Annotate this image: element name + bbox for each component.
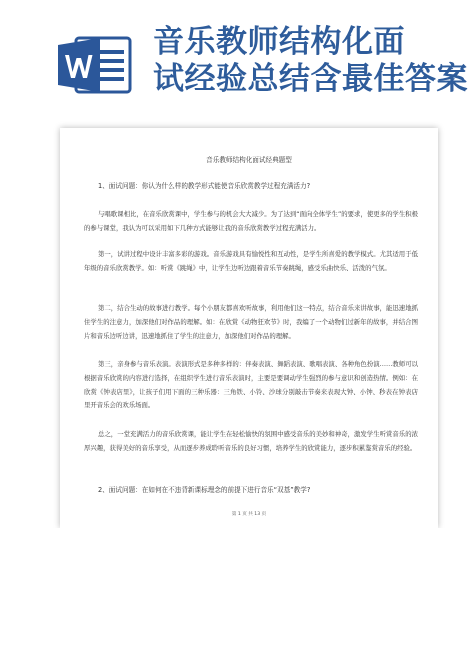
- document-page: [60, 128, 438, 528]
- page-number: 第 1 页 共 13 页: [231, 512, 267, 517]
- paragraph-summary: 总之，一堂充满活力的音乐欣赏课，能让学生在轻松愉快的氛围中感受音乐的美妙和神奇，激发学生听赏音乐的浓厚兴趣，获得美好的音乐享受，从而逐步养成聆听音乐的良好习惯，培养学生的欣赏能力，逐步积累鉴赏音乐的经验。: [84, 430, 418, 452]
- document-title: 音乐教师结构化面试经典题型: [206, 156, 292, 164]
- question-heading-2: 2、面试问题：在如何在不违背新课标理念的前提下进行音乐“双基”教学?: [98, 486, 311, 494]
- paragraph-point-3: 第三，亲身参与音乐表演。表演形式是多种多样的：伴奏表演、舞蹈表演、歌唱表演、各种角色扮演……教师可以根据音乐欣赏的内容进行选择，在组织学生进行音乐表演时，主要是要调动学生强烈的参与意识和创造热情。例如：在欣赏《钟表店里》，让孩子们用下面的三种乐器：三角铁、小铃、沙球分别敲击节奏来表现大钟、小钟、秒表在钟表店里开音乐会的欢乐场面。: [84, 360, 418, 410]
- header-banner: [0, 0, 474, 118]
- page-title: [153, 24, 471, 98]
- paragraph-intro: 与唱歌课相比，在音乐欣赏课中，学生参与的机会大大减少。为了达到“面向全体学生”的要求，使更多的学生积极的参与课堂，我认为可以采用如下几种方式能够让我的音乐欣赏教学过程充满活力。: [84, 210, 418, 232]
- blank-footer-area: [0, 528, 474, 669]
- question-heading-1: 1、面试问题：你认为什么样的教学形式能使音乐欣赏教学过程充满活力?: [98, 182, 311, 190]
- title-line-1: 音乐教师结构化面: [153, 24, 405, 60]
- paragraph-point-2: 第二，结合生动的故事进行教学。每个小朋友都喜欢听故事，利用他们这一特点，结合音乐来讲故事，能迅速地抓住学生的注意力，加深他们对作品的理解。如：在欣赏《动物狂欢节》时，我编了一个动物们过新年的故事，并结合图片和音乐边听边讲，迅速地抓住了学生的注意力，加深他们对作品的理解。: [84, 304, 418, 340]
- paragraph-point-1: 第一，试讲过程中设计丰富多彩的游戏。音乐游戏具有愉悦性和互动性，是学生所喜爱的教学模式。尤其适用于低年级的音乐欣赏教学。如：听赏《跳绳》中，让学生边听边跟着音乐节奏跳绳，感受乐曲快乐、活泼的气氛。: [84, 250, 418, 272]
- title-line-2: 试经验总结含最佳答案: [153, 61, 468, 97]
- word-document-icon: [56, 36, 132, 94]
